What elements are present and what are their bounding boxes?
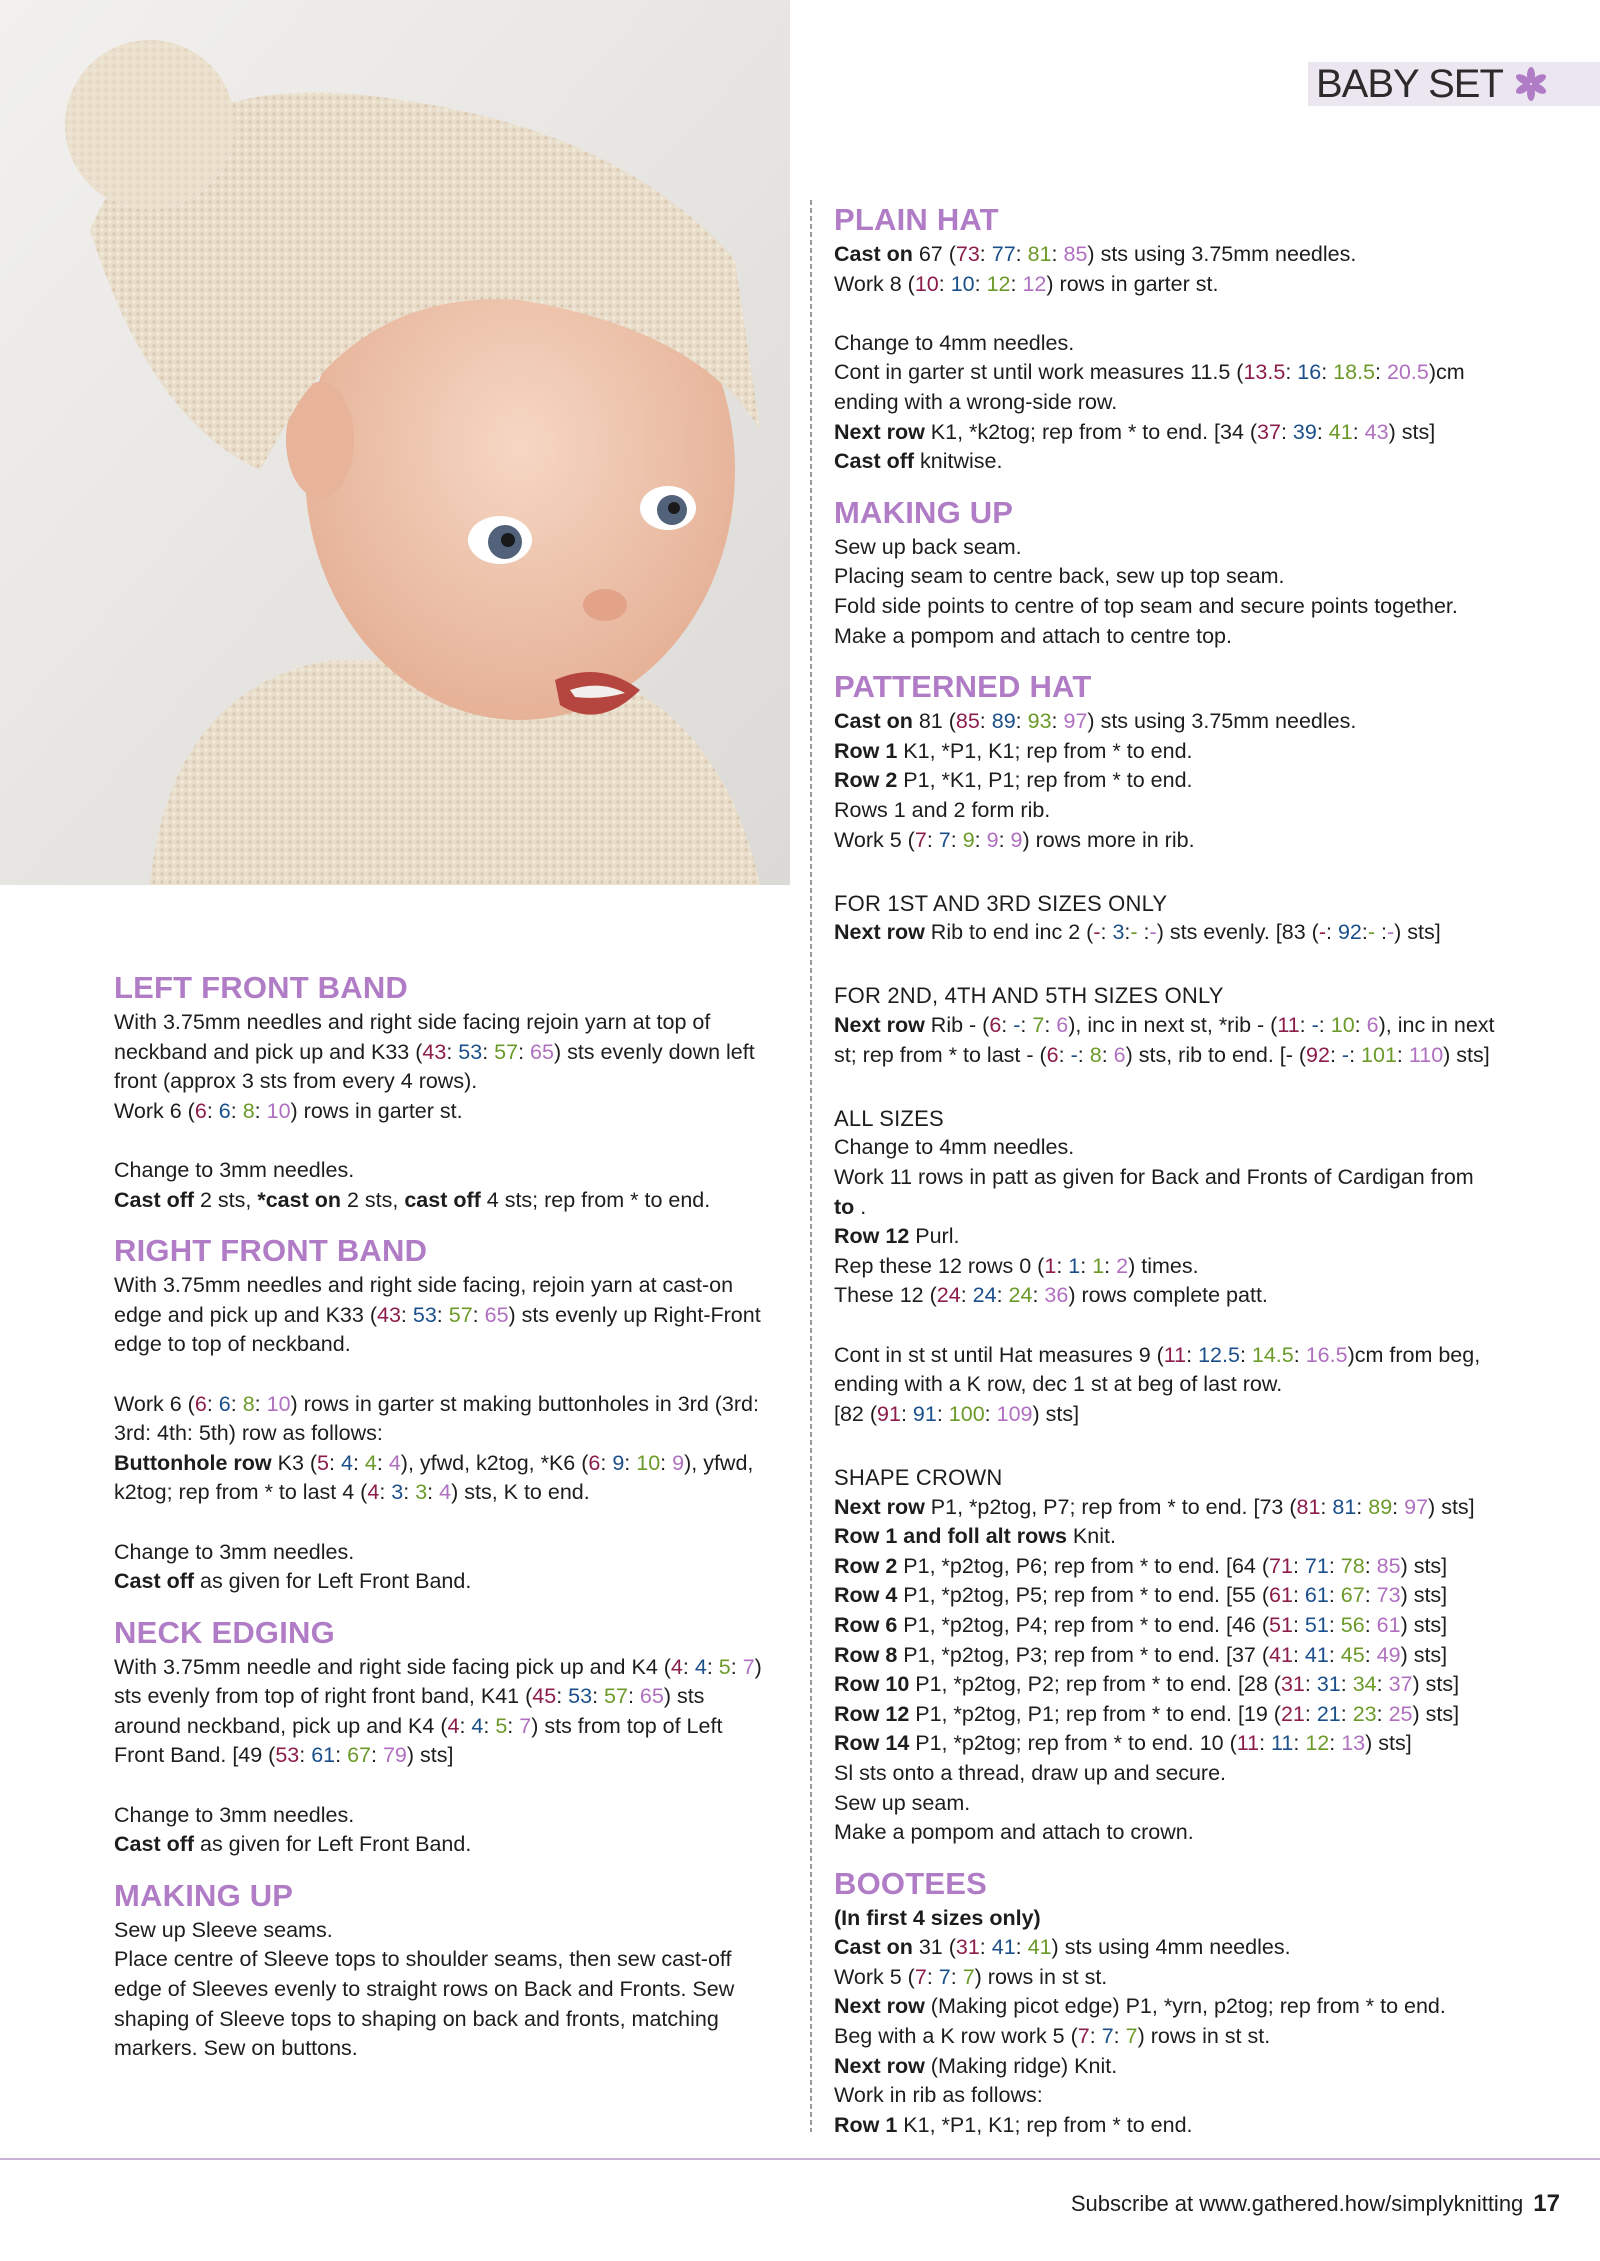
instruction-line: Change to 3mm needles. [114, 1802, 355, 1827]
instruction-line: Next row (Making picot edge) P1, *yrn, p2tog; rep from * to end. [834, 1994, 1446, 2019]
instruction-line: Row 12 Purl. [834, 1224, 960, 1249]
instruction-line: Next row Rib - (6: -: 7: 6), inc in next st, *rib - (11: -: 10: 6), inc in next [834, 1013, 1495, 1038]
sub-heading: ALL SIZES [834, 1105, 944, 1131]
blank-line [834, 855, 1554, 885]
instruction-line: Row 4 P1, *p2tog, P5; rep from * to end. [55 (61: 61: 67: 73) sts] [834, 1583, 1448, 1608]
baby-photo [0, 0, 790, 885]
left-column [114, 968, 794, 2080]
instruction-line: Row 12 P1, *p2tog, P1; rep from * to end. [19 (21: 21: 23: 25) sts] [834, 1701, 1460, 1726]
instruction-line: Row 1 K1, *P1, K1; rep from * to end. [834, 2112, 1193, 2137]
instruction-line: Row 1 K1, *P1, K1; rep from * to end. [834, 738, 1193, 763]
instruction-line: Row 2 P1, *K1, P1; rep from * to end. [834, 768, 1193, 793]
instruction-line: Make a pompom and attach to crown. [834, 1820, 1194, 1845]
instruction-line: Sew up back seam. [834, 534, 1022, 559]
blank-line [834, 948, 1554, 978]
instruction-line: Next row K1, *k2tog; rep from * to end. [34 (37: 39: 41: 43) sts] [834, 419, 1436, 444]
instruction-line: Work 5 (7: 7: 7) rows in st st. [834, 1964, 1108, 1989]
right-column [834, 200, 1554, 2156]
instruction-line: Change to 3mm needles. [114, 1539, 355, 1564]
asterisk-icon [1513, 66, 1549, 102]
column-divider [810, 200, 812, 2132]
subscribe-link[interactable]: Subscribe at www.gathered.how/simplyknitting [1070, 2191, 1524, 2216]
blank-line [834, 1311, 1554, 1341]
section-bootees [834, 1864, 1554, 2141]
section-heading: PLAIN HAT [834, 202, 999, 237]
section-right-front-band [114, 1231, 794, 1597]
instruction-line: front (approx 3 sts from every 4 rows). [114, 1069, 478, 1094]
instruction-line: Row 6 P1, *p2tog, P4; rep from * to end. [46 (51: 51: 56: 61) sts] [834, 1612, 1448, 1637]
instruction-line: These 12 (24: 24: 24: 36) rows complete patt. [834, 1283, 1268, 1308]
instruction-line: Next row P1, *p2tog, P7; rep from * to end. [73 (81: 81: 89: 97) sts] [834, 1494, 1475, 1519]
section-tag [1308, 62, 1600, 106]
section-heading: NECK EDGING [114, 1614, 335, 1650]
instruction-line: Cast on 67 (73: 77: 81: 85) sts using 3.75mm needles. [834, 242, 1357, 266]
blank-line [114, 1771, 794, 1801]
blank-line [834, 1070, 1554, 1100]
sub-heading: FOR 1ST AND 3RD SIZES ONLY [834, 890, 1168, 916]
instruction-line: With 3.75mm needle and right side facing pick up and K4 (4: 4: 5: 7) [114, 1654, 762, 1679]
instruction-line: neckband and pick up and K33 (43: 53: 57: 65) sts evenly down left [114, 1039, 755, 1064]
instruction-line: Work 8 (10: 10: 12: 12) rows in garter st. [834, 271, 1219, 296]
instruction-line: st; rep from * to last - (6: -: 8: 6) sts, rib to end. [- (92: -: 101: 110) sts] [834, 1042, 1490, 1067]
instruction-line: Sew up seam. [834, 1790, 971, 1815]
instruction-line: Change to 4mm needles. [834, 330, 1075, 355]
instruction-line: ending with a K row, dec 1 st at beg of last row. [834, 1372, 1283, 1397]
instruction-line: Buttonhole row K3 (5: 4: 4: 4), yfwd, k2tog, *K6 (6: 9: 10: 9), yfwd, [114, 1450, 754, 1475]
instruction-line: ending with a wrong-side row. [834, 389, 1118, 414]
instruction-line: Row 8 P1, *p2tog, P3; rep from * to end. [37 (41: 41: 45: 49) sts] [834, 1642, 1448, 1667]
blank-line [834, 299, 1554, 329]
instruction-line: Cast off 2 sts, *cast on 2 sts, cast off 4 sts; rep from * to end. [114, 1187, 711, 1212]
section-making-up [114, 1876, 794, 2064]
blank-line [114, 1508, 794, 1538]
instruction-line: Place centre of Sleeve tops to shoulder seams, then sew cast-off [114, 1947, 732, 1972]
blank-line [114, 1126, 794, 1156]
instruction-line: Row 1 and foll alt rows Knit. [834, 1524, 1116, 1549]
instruction-line: Front Band. [49 (53: 61: 67: 79) sts] [114, 1743, 454, 1768]
instruction-line: Sew up Sleeve seams. [114, 1917, 333, 1942]
instruction-line: 3rd: 4th: 5th) row as follows: [114, 1421, 383, 1446]
instruction-line: to . [834, 1194, 867, 1219]
blank-line [834, 1429, 1554, 1459]
instruction-line: Work 11 rows in patt as given for Back and Fronts of Cardigan from [834, 1165, 1474, 1190]
instruction-line: Make a pompom and attach to centre top. [834, 623, 1232, 648]
instruction-line: Work 6 (6: 6: 8: 10) rows in garter st. [114, 1098, 463, 1123]
instruction-line: shaping of Sleeve tops to shaping on back and fronts, matching [114, 2006, 719, 2031]
section-left-front-band [114, 968, 794, 1215]
instruction-line: Work 6 (6: 6: 8: 10) rows in garter st making buttonholes in 3rd (3rd: [114, 1391, 759, 1416]
instruction-line: [82 (91: 91: 100: 109) sts] [834, 1401, 1080, 1426]
instruction-line: edge of Sleeves evenly to straight rows on Back and Fronts. Sew [114, 1977, 735, 2002]
instruction-line: Work in rib as follows: [834, 2083, 1043, 2108]
instruction-line: Work 5 (7: 7: 9: 9: 9) rows more in rib. [834, 827, 1195, 852]
instruction-line: around neckband, pick up and K4 (4: 4: 5: 7) sts from top of Left [114, 1713, 723, 1738]
instruction-line: k2tog; rep from * to last 4 (4: 3: 3: 4) sts, K to end. [114, 1480, 590, 1505]
instruction-line: Row 2 P1, *p2tog, P6; rep from * to end. [64 (71: 71: 78: 85) sts] [834, 1553, 1448, 1578]
instruction-line: Fold side points to centre of top seam and secure points together. [834, 593, 1458, 618]
instruction-line: Row 14 P1, *p2tog; rep from * to end. 10 (11: 11: 12: 13) sts] [834, 1731, 1412, 1756]
instruction-line: Rows 1 and 2 form rib. [834, 797, 1051, 822]
instruction-line: Cast off as given for Left Front Band. [114, 1569, 472, 1594]
section-heading: PATTERNED HAT [834, 669, 1092, 705]
instruction-line: Next row (Making ridge) Knit. [834, 2053, 1118, 2078]
section-plain-hat [834, 200, 1554, 477]
instruction-line: Change to 3mm needles. [114, 1157, 355, 1182]
section-heading: BOOTEES [834, 1865, 987, 1901]
section-heading: MAKING UP [834, 494, 1014, 530]
section-heading: MAKING UP [114, 1877, 294, 1913]
instruction-line: Next row Rib to end inc 2 (-: 3:- :-) sts evenly. [83 (-: 92:- :-) sts] [834, 920, 1441, 945]
instruction-line: With 3.75mm needles and right side facing rejoin yarn at top of [114, 1010, 711, 1034]
sub-heading: SHAPE CROWN [834, 1464, 1003, 1490]
section-making-up [834, 493, 1554, 651]
instruction-line: markers. Sew on buttons. [114, 2036, 358, 2061]
section-title: BABY SET [1316, 61, 1503, 106]
section-patterned-hat [834, 667, 1554, 1848]
instruction-line: Placing seam to centre back, sew up top seam. [834, 564, 1285, 589]
instruction-line: Change to 4mm needles. [834, 1135, 1075, 1160]
instruction-line: Cont in st st until Hat measures 9 (11: 12.5: 14.5: 16.5)cm from beg, [834, 1342, 1481, 1367]
footer [1020, 2190, 1560, 2218]
sub-heading: FOR 2ND, 4TH AND 5TH SIZES ONLY [834, 983, 1224, 1009]
instruction-line: Cast off as given for Left Front Band. [114, 1832, 472, 1857]
section-heading: RIGHT FRONT BAND [114, 1233, 428, 1269]
instruction-line: Cont in garter st until work measures 11.5 (13.5: 16: 18.5: 20.5)cm [834, 360, 1465, 385]
instruction-line: Cast off knitwise. [834, 449, 1003, 474]
footer-rule [0, 2158, 1600, 2160]
instruction-line: With 3.75mm needles and right side facing, rejoin yarn at cast-on [114, 1273, 734, 1298]
instruction-line: edge and pick up and K33 (43: 53: 57: 65) sts evenly up Right-Front [114, 1302, 761, 1327]
instruction-line: (In first 4 sizes only) [834, 1905, 1041, 1930]
instruction-line: Cast on 31 (31: 41: 41) sts using 4mm needles. [834, 1935, 1291, 1960]
instruction-line: Rep these 12 rows 0 (1: 1: 1: 2) times. [834, 1253, 1199, 1278]
instruction-line: sts evenly from top of right front band, K41 (45: 53: 57: 65) sts [114, 1684, 705, 1709]
section-heading: LEFT FRONT BAND [114, 970, 409, 1005]
blank-line [114, 1360, 794, 1390]
section-neck-edging [114, 1613, 794, 1860]
page-number: 17 [1533, 2190, 1560, 2217]
instruction-line: Cast on 81 (85: 89: 93: 97) sts using 3.75mm needles. [834, 709, 1357, 734]
instruction-line: Beg with a K row work 5 (7: 7: 7) rows in st st. [834, 2024, 1271, 2049]
instruction-line: Row 10 P1, *p2tog, P2; rep from * to end. [28 (31: 31: 34: 37) sts] [834, 1672, 1460, 1697]
instruction-line: Sl sts onto a thread, draw up and secure. [834, 1760, 1227, 1785]
instruction-line: edge to top of neckband. [114, 1332, 351, 1357]
